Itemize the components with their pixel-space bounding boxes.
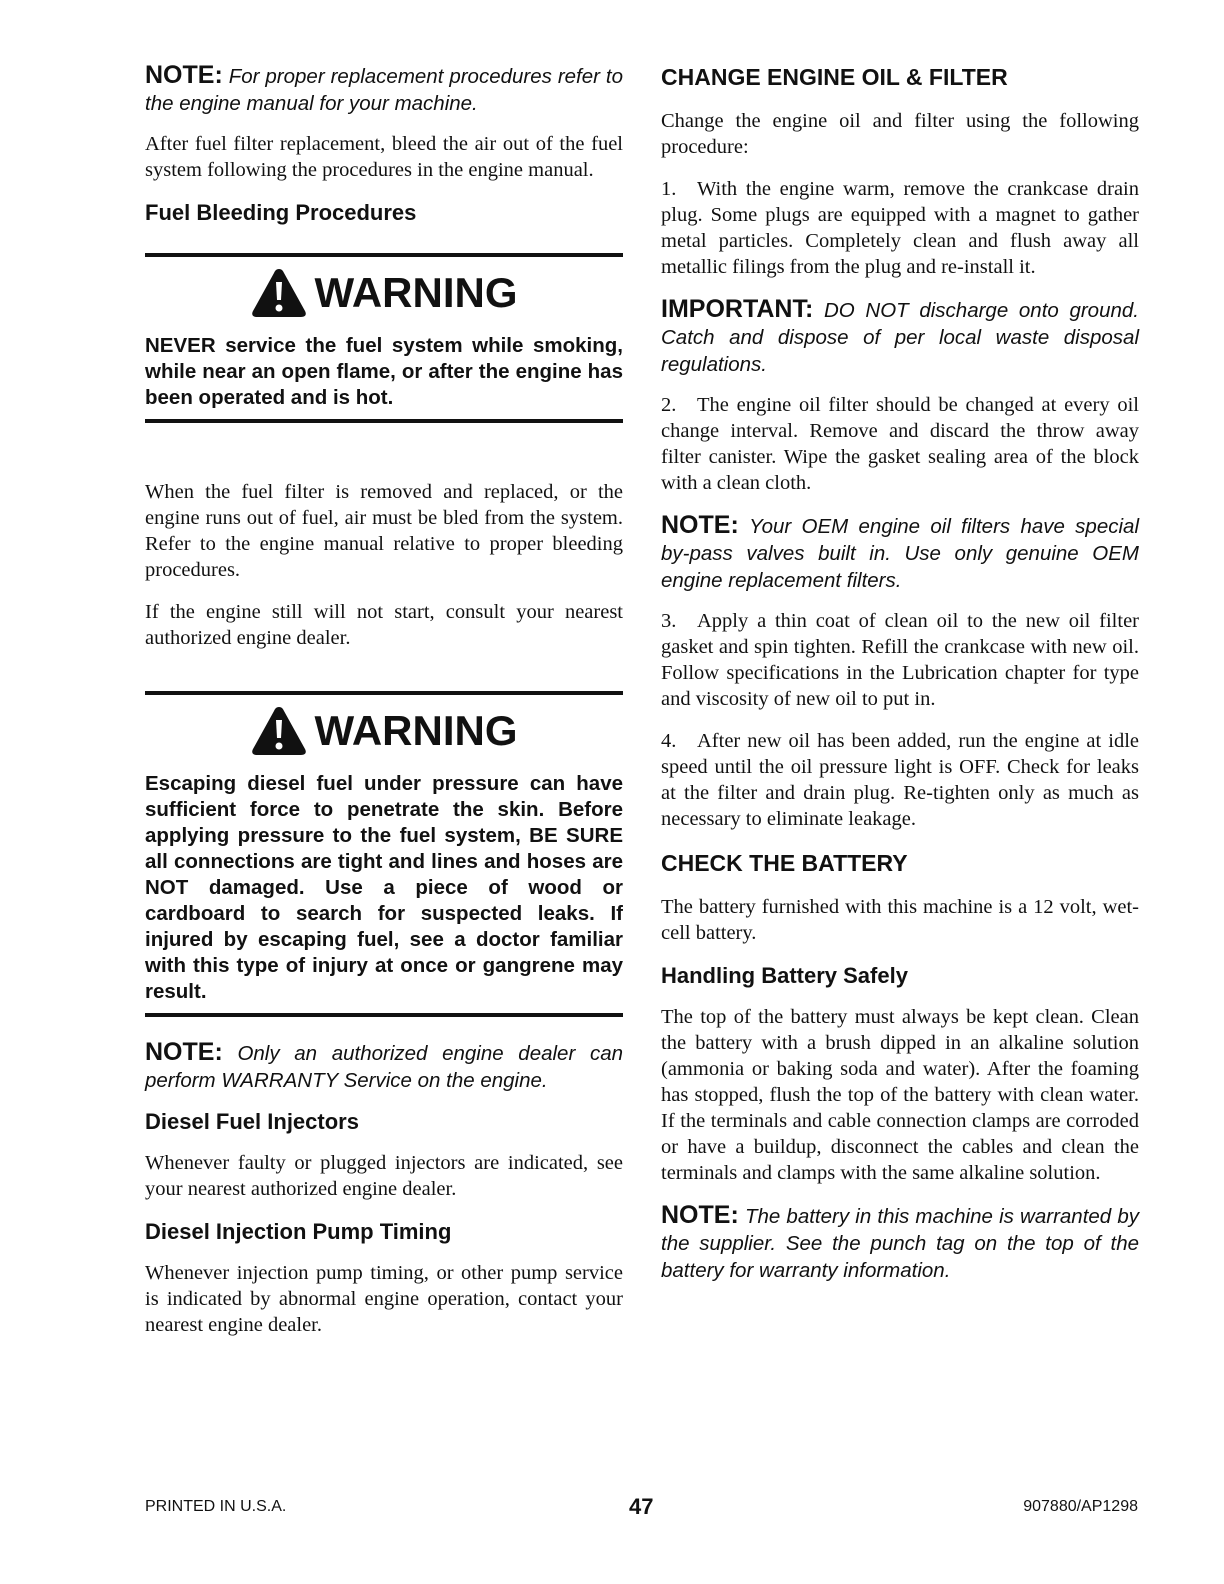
paragraph-bleed-air: After fuel filter replacement, bleed the air out of the fuel system following the procedures in the engine manual.: [145, 133, 623, 181]
page-number: 47: [629, 1494, 654, 1519]
warning-triangle-icon: [251, 267, 307, 319]
heading-change-oil: CHANGE ENGINE OIL & FILTER: [661, 64, 1008, 90]
footer-doc-code: 907880/AP1298: [1023, 1498, 1138, 1515]
warning-box-smoking: [145, 253, 623, 423]
paragraph-oil-intro: Change the engine oil and filter using the following procedure:: [661, 110, 1139, 158]
note-oem-filters: NOTE: Your OEM engine oil filters have special by-pass valves built in. Use only genuine OEM engine replacement filters.: [661, 511, 1139, 592]
note-replacement: NOTE: For proper replacement procedures refer to the engine manual for your machine.: [145, 61, 623, 115]
paragraph-air-bled: When the fuel filter is removed and replaced, or the engine runs out of fuel, air must be bled from the system. Refer to the engine manual relative to proper bleeding procedures.: [145, 481, 623, 581]
paragraph-pump-timing: Whenever injection pump timing, or other pump service is indicated by abnormal engine operation, contact your nearest engine dealer.: [145, 1262, 623, 1336]
heading-pump-timing: Diesel Injection Pump Timing: [145, 1219, 452, 1244]
heading-handling-battery: Handling Battery Safely: [661, 963, 908, 988]
warning-text-escaping-fuel: Escaping diesel fuel under pressure can have sufficient force to penetrate the skin. Before applying pressure to the fuel system, BE SURE all connections are tight and lines and hoses are NOT damaged. Use a piece of wood or cardboard to search for suspected leaks. If injured by escaping fuel, see a doctor familiar with this type of injury at once or gangrene may result.: [145, 772, 623, 1003]
paragraph-battery-type: The battery furnished with this machine is a 12 volt, wet-cell battery.: [661, 896, 1139, 944]
step-2: 2. The engine oil filter should be changed at every oil change interval. Remove and discard the throw away filter canister. Wipe the gasket sealing area of the block with a clean cloth.: [661, 394, 1139, 494]
warning-text-smoking: NEVER service the fuel system while smoking, while near an open flame, or after the engine has been operated and is hot.: [145, 334, 623, 409]
warning-triangle-icon: [251, 705, 307, 757]
warning-box-escaping-fuel: [145, 691, 623, 1017]
warning-title: WARNING: [314, 707, 518, 754]
note-warranty-service: NOTE: Only an authorized engine dealer can perform WARRANTY Service on the engine.: [145, 1038, 623, 1092]
heading-fuel-injectors: Diesel Fuel Injectors: [145, 1109, 359, 1134]
step-1: 1. With the engine warm, remove the crankcase drain plug. Some plugs are equipped with a magnet to gather metal particles. Completely clean and flush away all metallic filings from the plug and re-install it.: [661, 178, 1139, 278]
paragraph-battery-cleaning: The top of the battery must always be kept clean. Clean the battery with a brush dipped in an alkaline solution (ammonia or baking soda and water). After the foaming has stopped, flush the top of the battery with clean water. If the terminals and cable connection clamps are corroded or have a buildup, disconnect the cables and clean the terminals and clamps with the same alkaline solution.: [661, 1006, 1139, 1184]
left-column: [145, 62, 623, 1354]
step-4: 4. After new oil has been added, run the engine at idle speed until the oil pressure light is OFF. Check for leaks at the filter and drain plug. Re-tighten only as much as necessary to eliminate leakage.: [661, 730, 1139, 830]
paragraph-consult-dealer: If the engine still will not start, consult your nearest authorized engine dealer.: [145, 601, 623, 649]
important-disposal: IMPORTANT: DO NOT discharge onto ground. Catch and dispose of per local waste disposal regulations.: [661, 295, 1139, 376]
paragraph-injectors: Whenever faulty or plugged injectors are indicated, see your nearest authorized engine dealer.: [145, 1152, 623, 1200]
heading-fuel-bleeding: Fuel Bleeding Procedures: [145, 200, 417, 225]
step-3: 3. Apply a thin coat of clean oil to the new oil filter gasket and spin tighten. Refill the crankcase with new oil. Follow specifications in the Lubrication chapter for type and viscosity of new oil to put in.: [661, 610, 1139, 710]
footer-printed: PRINTED IN U.S.A.: [145, 1498, 287, 1515]
heading-check-battery: CHECK THE BATTERY: [661, 850, 908, 876]
warning-header: [145, 705, 623, 757]
warning-header: [145, 267, 623, 319]
note-battery-warranty: NOTE: The battery in this machine is warranted by the supplier. See the punch tag on the top of the battery for warranty information.: [661, 1201, 1140, 1282]
right-column: [661, 62, 1139, 1298]
warning-title: WARNING: [314, 269, 518, 316]
